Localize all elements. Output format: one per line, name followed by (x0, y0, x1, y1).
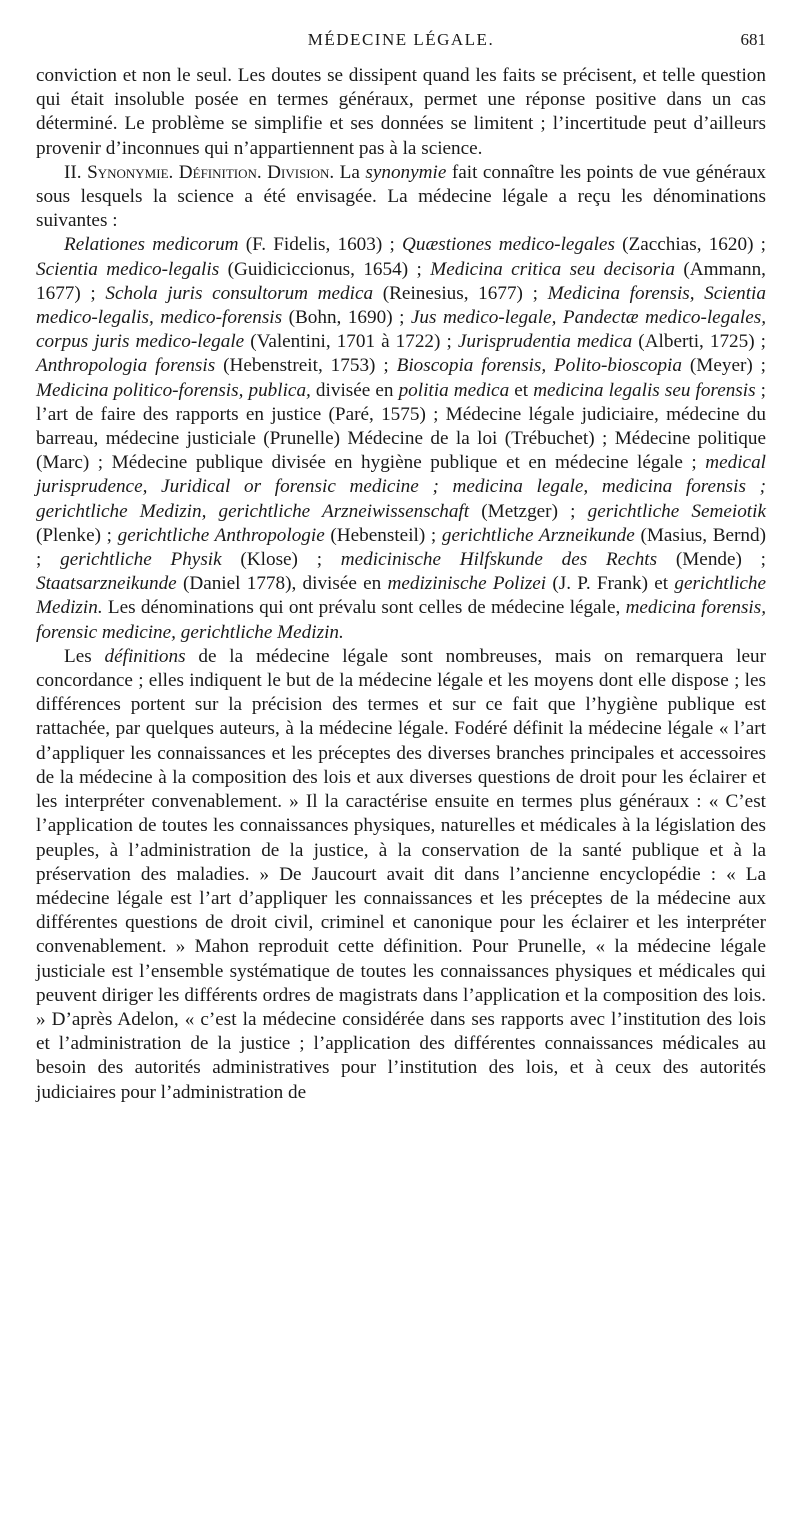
text-run: (Zacchias, 1620) ; (614, 234, 766, 256)
text-run: (Valentini, 1701 à 1722) ; (244, 331, 458, 353)
italic-text-run: medicina legalis seu forensis (533, 379, 756, 401)
italic-text-run: définitions (104, 645, 186, 667)
text-run: Les dénominations qui ont prévalu sont celles de médecine légale, (102, 597, 626, 619)
text-run: Les (64, 645, 105, 667)
text-run: (F. Fidelis, 1603) ; (238, 234, 403, 256)
running-title: MÉDECINE LÉGALE. (307, 30, 495, 49)
text-run: La (334, 161, 366, 183)
text-run: (J. P. Frank) et (546, 573, 675, 595)
italic-text-run: medizinische Polizei (387, 573, 547, 595)
text-run: (Hebensteil) ; (324, 524, 442, 546)
italic-text-run: medicina forensis, forensic medicine, gerichtliche Medizin. (36, 597, 766, 643)
italic-text-run: gerichtliche Medizin. (36, 573, 766, 619)
italic-text-run: Jurisprudentia medica (457, 331, 633, 353)
text-run: de la médecine légale sont nombreuses, mais on remarquera leur concordance ; elles indiquent le but de la médecine légale et les moyens dont elle dispose ; les différences portent sur la précision des termes et sur ce fait que l’hygiène publique est rattachée, par quelques auteurs, à la médecine légale. Fodéré définit la médecine légale « l’art d’appliquer les connaissances et les préceptes des diverses branches principales et accessoires de la médecine à la composition des lois et aux diverses questions de droit pour les éclairer et les interpréter convenablement. » Il la caractérise ensuite en termes plus généraux : « C’est l’application de toutes les connaissances physiques, naturelles et médicales à la législation des peuples, à l’administration de la justice, à la conservation de la santé publique et à la préservation des maladies. » De Jaucourt avait dit dans l’ancienne encyclopédie : « La médecine légale est l’art d’appliquer les connaissances et les préceptes de la médecine aux différentes questions de droit civil, criminel et canonique pour les éclairer et les interpréter convenablement. » Mahon reproduit cette définition. Pour Prunelle, « la médecine légale justiciale est l’ensemble systématique de toutes les connaissances physiques et médicales qui peuvent diriger les différents ordres de magistrats dans l’application et la composition des lois. » D’après Adelon, « c’est la médecine considérée dans ses rapports avec l’institution des lois et l’administration de la justice ; l’application des différentes connaissances médicales au besoin des autorités administratives pour l’institution des lois, et à ceux des autorités judiciaires pour l’administration de (36, 645, 766, 1103)
page-header (36, 30, 766, 56)
italic-text-run: Medicina critica seu decisoria (430, 258, 675, 280)
paragraph-denominations (36, 233, 766, 644)
text-run: (Meyer) ; (681, 355, 766, 377)
text-run: divisée en (310, 379, 399, 401)
text-run: fait connaître les points de vue généraux sous lesquels la science a été envisagée. La médecine légale a reçu les dénominations suivantes : (36, 161, 766, 232)
italic-text-run: gerichtliche Physik (60, 549, 222, 571)
italic-text-run: Medicina politico-forensis, publica, (36, 379, 311, 401)
italic-text-run: Medicina forensis, Scientia medico-legalis, medico-forensis (36, 282, 766, 329)
text-run: (Plenke) ; (36, 524, 118, 546)
paragraph-synonymie (36, 161, 766, 234)
text-run: (Daniel 1778), divisée en (176, 573, 388, 595)
text-run: (Reinesius, 1677) ; (373, 282, 548, 304)
text-run: (Guidiciccionus, 1654) ; (219, 258, 431, 280)
text-run: (Masius, Bernd) ; (36, 524, 767, 571)
italic-text-run: Quæstiones medico-legales (402, 234, 615, 256)
italic-text-run: Relationes medicorum (64, 234, 239, 256)
paragraph-continuation (36, 64, 766, 161)
text-run: et (509, 379, 534, 401)
italic-text-run: Jus medico-legale, Pandectæ medico-legales, corpus juris medico-legale (36, 307, 766, 353)
italic-text-run: medical jurisprudence, Juridical or forensic medicine ; medicina legale, medicina forensis ; gerichtliche Medizin, gerichtliche Arzneiwissenschaft (36, 452, 766, 522)
italic-text-run: Schola juris consultorum medica (105, 282, 374, 304)
text-run: conviction et non le seul. Les doutes se dissipent quand les faits se précisent, et telle question qui était insoluble posée en termes généraux, permet une réponse positive dans un cas déterminé. Le problème se simplifie et ses données se limitent ; l’incertitude peut d’ailleurs provenir d’inconnues qui n’appartiennent pas à la science. (36, 65, 766, 159)
smallcaps-text-run: Synonymie. Définition. Division. (87, 161, 335, 183)
italic-text-run: gerichtliche Arzneikunde (441, 524, 635, 546)
text-run: (Ammann, 1677) ; (36, 258, 766, 304)
italic-text-run: gerichtliche Anthropologie (117, 524, 325, 546)
italic-text-run: Scientia medico-legalis (36, 258, 220, 280)
italic-text-run: Bioscopia forensis, Polito-bioscopia (396, 355, 682, 377)
paragraph-definitions (36, 645, 766, 1105)
text-run: ; l’art de faire des rapports en justice (Paré, 1575) ; Médecine légale judiciaire, médecine du barreau, médecine justiciale (Prunelle) Médecine de la loi (Trébuchet) ; Médecine politique (Marc) ; Médecine publique divisée en hygiène publique et en médecine légale ; (36, 379, 766, 474)
page-body (36, 64, 766, 1105)
text-run: (Alberti, 1725) ; (632, 331, 766, 353)
text-run: (Hebenstreit, 1753) ; (215, 355, 397, 377)
italic-text-run: gerichtliche Semeiotik (587, 500, 766, 522)
text-run: (Bohn, 1690) ; (282, 307, 411, 329)
page-number: 681 (740, 30, 766, 49)
italic-text-run: politia medica (398, 379, 510, 401)
text-run: (Klose) ; (221, 549, 341, 571)
text-run: (Metzger) ; (469, 500, 588, 522)
text-run: (Mende) ; (657, 549, 766, 571)
italic-text-run: medicinische Hilfskunde des Rechts (340, 549, 658, 571)
italic-text-run: Staatsarzneikunde (36, 573, 177, 595)
italic-text-run: Anthropologia forensis (36, 355, 216, 377)
text-run: II. (64, 161, 88, 183)
italic-text-run: synonymie (365, 161, 447, 183)
